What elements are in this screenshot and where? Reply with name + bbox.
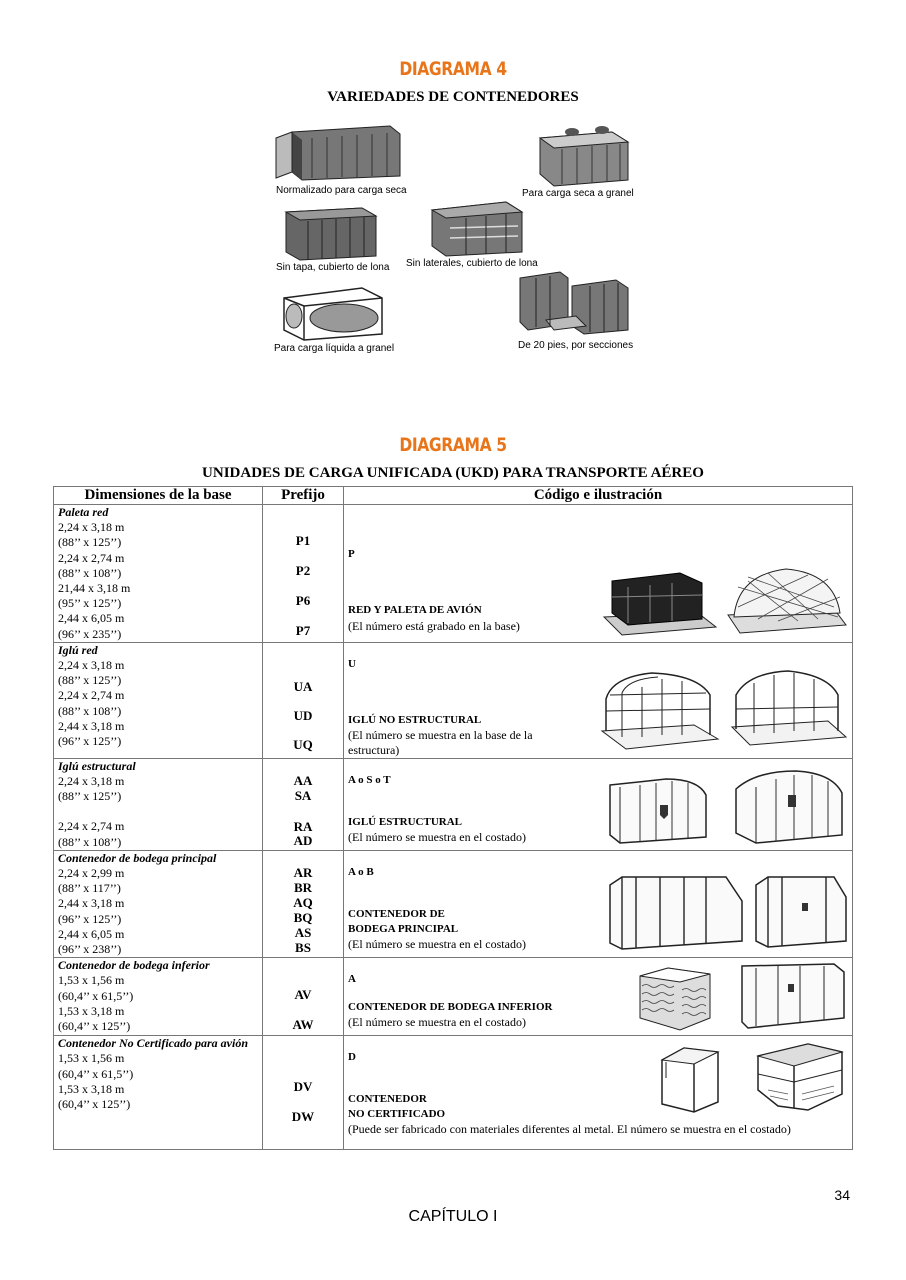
dimension-line: (96’’ x 125’’) (58, 911, 122, 926)
prefix-code: AW (292, 1017, 314, 1033)
dimensions-cell (54, 1036, 263, 1150)
code-cell (344, 642, 853, 758)
code-cell (344, 850, 853, 957)
main-deck-container-illustration (606, 871, 850, 959)
prefix-code: BQ (293, 909, 313, 925)
page-number: 34 (834, 1187, 850, 1203)
dimension-line: 1,53 x 3,18 m (58, 1081, 125, 1096)
container-varieties-figure (270, 118, 650, 358)
prefix-cell (263, 850, 344, 957)
prefix-code: BR (293, 879, 313, 895)
diagram-5-title: DIAGRAMA 5 (399, 434, 507, 456)
dimension-line: 1,53 x 1,56 m (58, 973, 125, 988)
dimension-line: (95’’ x 125’’) (58, 596, 122, 611)
table-row (54, 642, 853, 758)
dimension-line: (96’’ x 235’’) (58, 626, 122, 641)
dimensions-cell (54, 850, 263, 957)
table-row (54, 850, 853, 957)
code-cell (344, 758, 853, 850)
dry-cargo-container-illustration (272, 120, 402, 182)
dimensions-cell (54, 758, 263, 850)
dimension-line: 1,53 x 3,18 m (58, 1003, 125, 1018)
dimension-line: 21,44 x 3,18 m (58, 581, 131, 596)
diagram-4-title: DIAGRAMA 4 (399, 58, 507, 80)
dimension-line: (60,4’’ x 125’’) (58, 1097, 131, 1112)
dimension-line: 2,44 x 3,18 m (58, 896, 125, 911)
prefix-code: SA (294, 787, 312, 803)
prefix-code: AA (293, 772, 313, 788)
dimension-title: Iglú estructural (58, 758, 136, 773)
dimension-line: (60,4’’ x 61,5’’) (58, 1066, 134, 1081)
open-side-container-illustration (426, 196, 526, 258)
non-structural-igloo-illustration (598, 665, 848, 757)
prefix-code: AQ (293, 894, 313, 910)
table-row (54, 758, 853, 850)
dimension-title: Contenedor No Certificado para avión (58, 1036, 249, 1051)
prefix-code: P6 (295, 593, 311, 608)
dimension-line: 2,24 x 3,18 m (58, 520, 125, 535)
dimension-line: 2,44 x 3,18 m (58, 718, 125, 733)
net-pallet-illustration (598, 557, 848, 643)
code-cell (344, 958, 853, 1036)
caption-sectional: De 20 pies, por secciones (518, 340, 634, 351)
ukd-code: P (348, 548, 355, 560)
ukd-name: RED Y PALETA DE AVIÓN (348, 604, 482, 616)
table-header-row (54, 487, 853, 505)
prefix-code: RA (293, 818, 313, 834)
ukd-name: IGLÚ ESTRUCTURAL (348, 815, 462, 828)
ukd-note: (Puede ser fabricado con materiales diferentes al metal. El número se muestra en el costado) (348, 1122, 791, 1137)
diagram-5-subtitle: UNIDADES DE CARGA UNIFICADA (UKD) PARA TRANSPORTE AÉREO (202, 465, 704, 481)
dimensions-cell (54, 642, 263, 758)
dimension-line: (60,4’’ x 61,5’’) (58, 988, 134, 1003)
dimension-title: Contenedor de bodega inferior (58, 958, 210, 973)
chapter-footer: CAPÍTULO I (408, 1208, 498, 1225)
header-prefix: Prefijo (263, 487, 344, 505)
prefix-cell (263, 958, 344, 1036)
ukd-note: (El número está grabado en la base) (348, 619, 520, 633)
header-code: Código e ilustración (344, 487, 853, 505)
dimension-line: (60,4’’ x 125’’) (58, 1019, 131, 1034)
open-top-container-illustration (280, 204, 380, 262)
prefix-cell (263, 758, 344, 850)
caption-open-top: Sin tapa, cubierto de lona (276, 262, 390, 273)
dimension-line: 2,24 x 2,74 m (58, 819, 125, 834)
table-row (54, 958, 853, 1036)
dimension-title: Contenedor de bodega principal (58, 850, 217, 865)
caption-open-side: Sin laterales, cubierto de lona (406, 258, 538, 269)
dimension-line: 2,24 x 2,74 m (58, 550, 125, 565)
prefix-code: BS (295, 939, 311, 955)
caption-dry-cargo: Normalizado para carga seca (276, 185, 407, 196)
dry-bulk-container-illustration (532, 118, 632, 188)
ukd-note: (El número se muestra en el costado) (348, 829, 526, 844)
sectional-container-illustration (516, 264, 632, 336)
ukd-code: A (348, 973, 356, 986)
prefix-code: UQ (293, 736, 313, 752)
prefix-code: AD (293, 832, 313, 848)
prefix-cell (263, 505, 344, 643)
non-certified-container-illustration (658, 1038, 848, 1122)
dimension-line: (96’’ x 125’’) (58, 734, 122, 749)
prefix-cell (263, 1036, 344, 1150)
prefix-code: P7 (295, 623, 311, 638)
table-row (54, 1036, 853, 1150)
dimensions-cell (54, 505, 263, 643)
prefix-code: UA (293, 678, 313, 694)
dimension-line: (88’’ x 125’’) (58, 673, 122, 688)
prefix-code: AR (293, 864, 313, 880)
ukd-note: (El número se muestra en la base de la estructura) (348, 727, 533, 758)
table-row (54, 505, 853, 643)
dimension-line: 1,53 x 1,56 m (58, 1051, 125, 1066)
ukd-name: CONTENEDOR (348, 1093, 427, 1106)
ukd-code: A o S o T (348, 773, 391, 786)
dimension-line: 2,24 x 2,99 m (58, 866, 125, 881)
ukd-code: U (348, 657, 356, 670)
caption-liquid-bulk: Para carga líquida a granel (274, 343, 395, 354)
dimension-line: 2,44 x 6,05 m (58, 926, 125, 941)
dimension-title: Iglú red (58, 642, 98, 657)
lower-deck-container-illustration (638, 962, 848, 1038)
ukd-name: CONTENEDOR DE BODEGA INFERIOR (348, 1001, 553, 1014)
dimension-line: (88’’ x 125’’) (58, 789, 122, 804)
dimension-line: 2,24 x 3,18 m (58, 658, 125, 673)
caption-dry-bulk: Para carga seca a granel (522, 188, 634, 199)
code-cell (344, 505, 853, 643)
ukd-name: IGLÚ NO ESTRUCTURAL (348, 713, 482, 726)
prefix-code: AV (294, 987, 312, 1003)
prefix-code: UD (293, 707, 313, 723)
prefix-code: AS (294, 924, 312, 940)
prefix-code: DW (291, 1109, 315, 1125)
dimension-line: 2,24 x 3,18 m (58, 774, 125, 789)
diagram-4-subtitle: VARIEDADES DE CONTENEDORES (327, 89, 579, 105)
ukd-note: (El número se muestra en el costado) (348, 936, 526, 951)
dimension-line: (88’’ x 108’’) (58, 703, 122, 718)
dimension-line: 2,24 x 2,74 m (58, 688, 125, 703)
liquid-bulk-container-illustration (278, 282, 390, 342)
dimension-line: (88’’ x 108’’) (58, 565, 122, 580)
dimension-title: Paleta red (58, 505, 109, 519)
ukd-name: CONTENEDOR DE (348, 907, 445, 920)
dimension-line: (88’’ x 125’’) (58, 535, 122, 550)
structural-igloo-illustration (606, 765, 846, 851)
prefix-code: DV (293, 1079, 313, 1095)
prefix-code: P2 (295, 563, 311, 578)
ukd-code: A o B (348, 865, 374, 878)
dimension-line: (88’’ x 117’’) (58, 881, 121, 896)
prefix-cell (263, 642, 344, 758)
dimensions-cell (54, 958, 263, 1036)
prefix-code: P1 (295, 533, 311, 548)
ukd-name: NO CERTIFICADO (348, 1108, 446, 1121)
ukd-code: D (348, 1051, 356, 1064)
ukd-name: BODEGA PRINCIPAL (348, 922, 459, 935)
ukd-table (53, 486, 853, 1150)
code-cell (344, 1036, 853, 1150)
header-dimensions: Dimensiones de la base (54, 487, 263, 505)
dimension-line: (96’’ x 238’’) (58, 942, 122, 957)
dimension-line: (88’’ x 108’’) (58, 834, 122, 849)
ukd-note: (El número se muestra en el costado) (348, 1015, 526, 1030)
dimension-line: 2,44 x 6,05 m (58, 611, 125, 626)
